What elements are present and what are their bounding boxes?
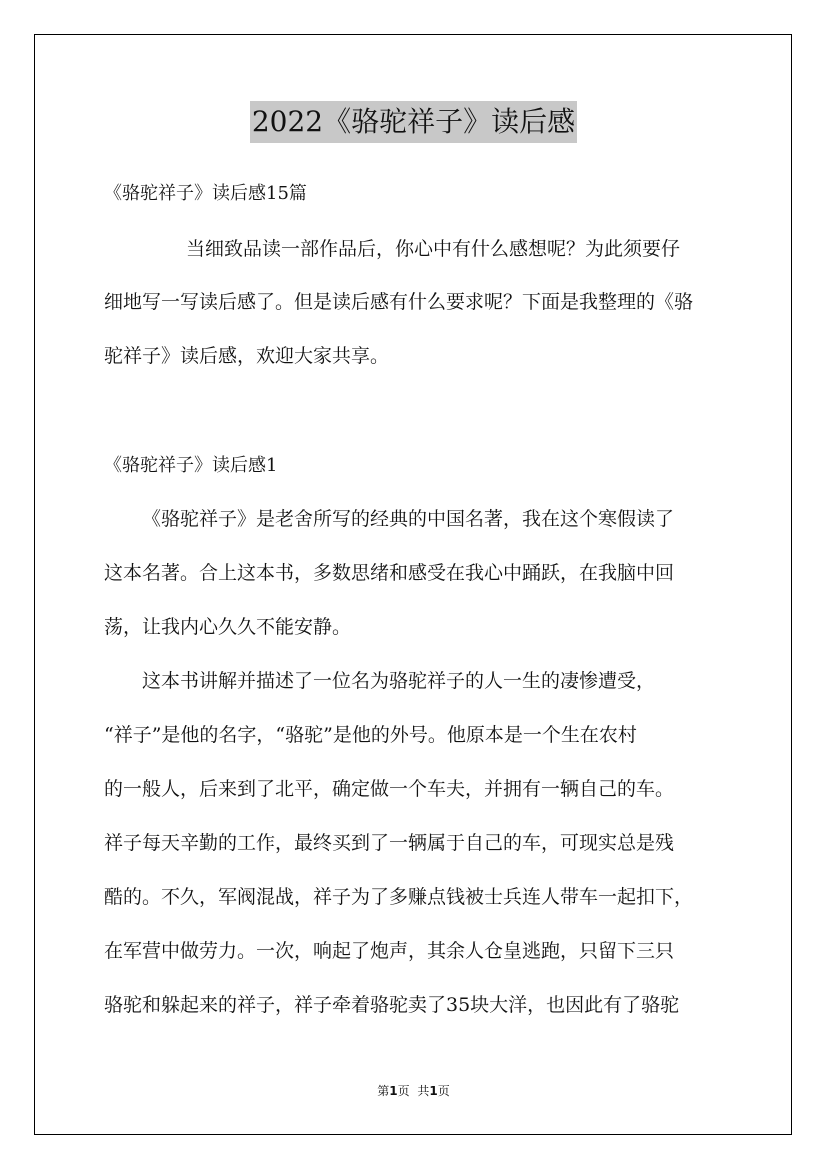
- total-pages: 1: [429, 1084, 438, 1098]
- body-line: 酷的。不久，军阀混战，祥子为了多赚点钱被士兵连人带车一起扣下，: [104, 886, 694, 908]
- body-line: 这本名著。合上这本书，多数思绪和感受在我心中踊跃，在我脑中回: [104, 562, 675, 584]
- subtitle: 《骆驼祥子》读后感15篇: [104, 183, 307, 204]
- page-label-prefix: 第: [377, 1084, 390, 1098]
- total-label-prefix: 共: [417, 1084, 430, 1098]
- intro-line: 细地写一写读后感了。但是读后感有什么要求呢？下面是我整理的《骆: [104, 291, 694, 313]
- page-footer: [0, 1083, 827, 1099]
- section-heading: 《骆驼祥子》读后感1: [104, 455, 278, 476]
- page-number: 1: [389, 1084, 398, 1098]
- document-title: 2022《骆驼祥子》读后感: [250, 101, 577, 143]
- body-line: 在军营中做劳力。一次，响起了炮声，其余人仓皇逃跑，只留下三只: [104, 940, 675, 962]
- body-line: “祥子”是他的名字，“骆驼”是他的外号。他原本是一个生在农村: [104, 724, 637, 746]
- body-line: 这本书讲解并描述了一位名为骆驼祥子的人一生的凄惨遭受，: [142, 670, 656, 692]
- body-line: 荡，让我内心久久不能安静。: [104, 616, 352, 638]
- page-label-suffix: 页: [397, 1084, 410, 1098]
- body-line: 骆驼和躲起来的祥子，祥子牵着骆驼卖了35块大洋，也因此有了骆驼: [104, 994, 680, 1016]
- body-line: 祥子每天辛勤的工作，最终买到了一辆属于自己的车，可现实总是残: [104, 832, 675, 854]
- title-container: [0, 101, 827, 143]
- intro-line: 当细致品读一部作品后，你心中有什么感想呢？为此须要仔: [186, 238, 681, 260]
- body-line: 《骆驼祥子》是老舍所写的经典的中国名著，我在这个寒假读了: [142, 508, 675, 530]
- intro-line: 驼祥子》读后感，欢迎大家共享。: [104, 345, 390, 367]
- body-line: 的一般人，后来到了北平，确定做一个车夫，并拥有一辆自己的车。: [104, 778, 675, 800]
- total-label-suffix: 页: [437, 1084, 450, 1098]
